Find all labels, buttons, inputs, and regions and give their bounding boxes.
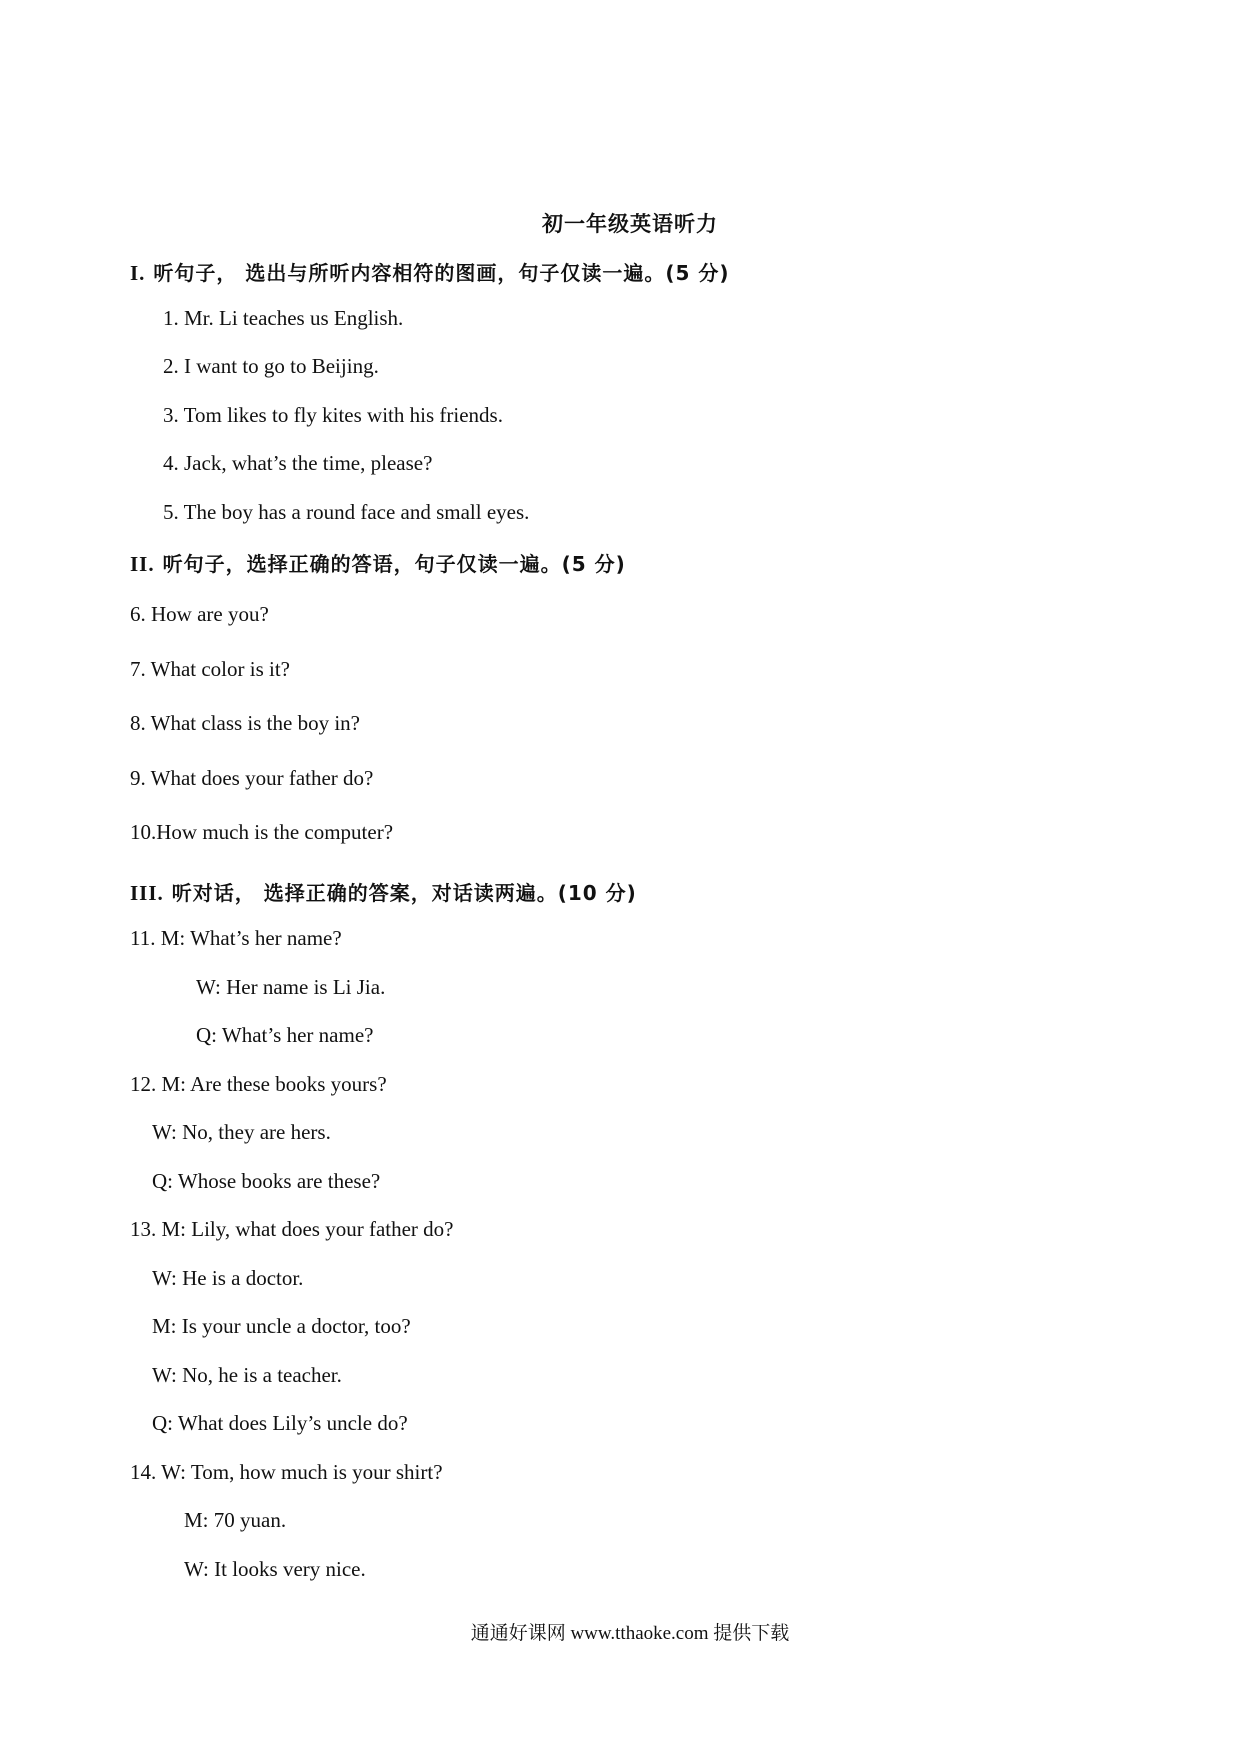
list-item: W: No, he is a teacher. [152, 1363, 342, 1387]
list-item: M: 70 yuan. [184, 1508, 287, 1532]
section-3-heading [130, 877, 637, 906]
list-item: 11. M: What’s her name? [130, 926, 342, 950]
list-item: 9. What does your father do? [130, 766, 374, 790]
section-1-title: 听句子， 选出与所听内容相符的图画，句子仅读一遍。(5 分) [153, 261, 730, 285]
list-item: W: It looks very nice. [184, 1557, 366, 1581]
section-3-number: III. [130, 881, 164, 905]
section-1-heading [130, 257, 730, 286]
list-item: 5. The boy has a round face and small eyes. [163, 500, 530, 524]
list-item: 13. M: Lily, what does your father do? [130, 1217, 454, 1241]
section-2-number: II. [130, 552, 155, 576]
list-item: M: Is your uncle a doctor, too? [152, 1314, 411, 1338]
list-item: 3. Tom likes to fly kites with his friends. [163, 403, 503, 427]
list-item: 6. How are you? [130, 602, 269, 626]
list-item: 12. M: Are these books yours? [130, 1072, 387, 1096]
list-item: 10.How much is the computer? [130, 820, 394, 844]
list-item: 8. What class is the boy in? [130, 711, 360, 735]
page-footer: 通通好课网 www.tthaoke.com 提供下载 [470, 1623, 790, 1644]
page-title: 初一年级英语听力 [542, 212, 718, 236]
list-item: 7. What color is it? [130, 657, 290, 681]
list-item: 2. I want to go to Beijing. [163, 354, 379, 378]
list-item: W: He is a doctor. [152, 1266, 304, 1290]
section-2-title: 听句子，选择正确的答语，句子仅读一遍。(5 分) [162, 552, 626, 576]
list-item: W: Her name is Li Jia. [196, 975, 386, 999]
list-item: 14. W: Tom, how much is your shirt? [130, 1460, 443, 1484]
list-item: W: No, they are hers. [152, 1120, 331, 1144]
section-2-heading [130, 548, 626, 577]
list-item: 4. Jack, what’s the time, please? [163, 451, 433, 475]
list-item: Q: Whose books are these? [152, 1169, 381, 1193]
list-item: Q: What’s her name? [196, 1023, 374, 1047]
list-item: Q: What does Lily’s uncle do? [152, 1411, 408, 1435]
section-1-number: I. [130, 261, 146, 285]
section-3-title: 听对话， 选择正确的答案，对话读两遍。(10 分) [171, 881, 637, 905]
list-item: 1. Mr. Li teaches us English. [163, 306, 404, 330]
